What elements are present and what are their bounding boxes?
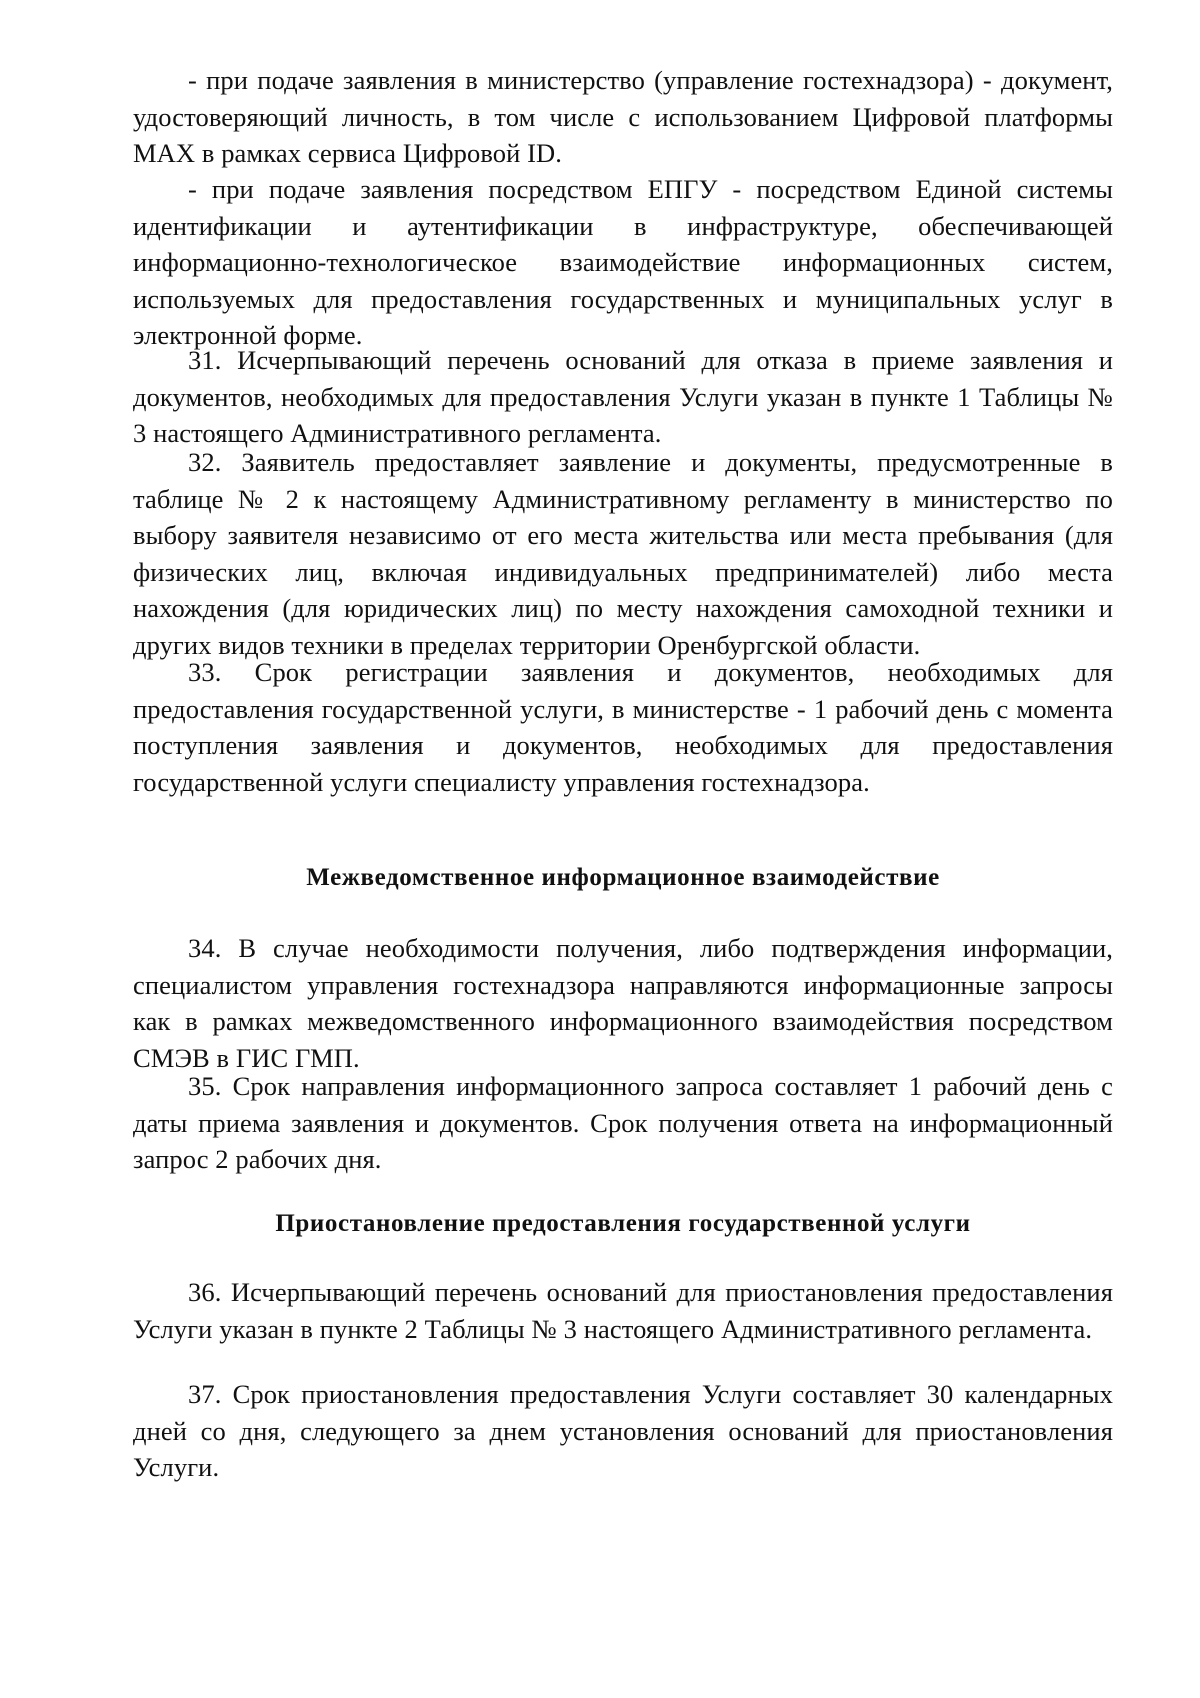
heading-interagency: Межведомственное информационное взаимодействие: [306, 864, 940, 891]
paragraph-31: 31. Исчерпывающий перечень оснований для отказа в приеме заявления и документов, необходимых для предоставления Услуги указан в пункте 1 Таблицы № 3 настоящего Административного регламента.: [133, 345, 1113, 448]
paragraph-identity-ministry: - при подаче заявления в министерство (управление гостехнадзора) - документ, удостоверяющий личность, в том числе с использованием Цифровой платформы МАХ в рамках сервиса Цифровой ID.: [133, 65, 1113, 168]
paragraph-34: 34. В случае необходимости получения, либо подтверждения информации, специалистом управления гостехнадзора направляются информационные запросы как в рамках межведомственного информационного взаимодействия посредством СМЭВ в ГИС ГМП.: [133, 933, 1113, 1073]
paragraph-37: 37. Срок приостановления предоставления Услуги составляет 30 календарных дней со дня, следующего за днем установления оснований для приостановления Услуги.: [133, 1379, 1113, 1482]
paragraph-35: 35. Срок направления информационного запроса составляет 1 рабочий день с даты приема заявления и документов. Срок получения ответа на информационный запрос 2 рабочих дня.: [133, 1071, 1113, 1174]
paragraph-36: 36. Исчерпывающий перечень оснований для приостановления предоставления Услуги указан в пункте 2 Таблицы № 3 настоящего Административного регламента.: [133, 1277, 1113, 1344]
paragraph-32: 32. Заявитель предоставляет заявление и документы, предусмотренные в таблице № 2 к настоящему Административному регламенту в министерство по выбору заявителя независимо от его места жительства или места пребывания (для физических лиц, включая индивидуальных предпринимателей) либо места нахождения (для юридических лиц) по месту нахождения самоходной техники и других видов техники в пределах территории Оренбургской области.: [133, 447, 1113, 660]
heading-suspension: Приостановление предоставления государственной услуги: [275, 1210, 971, 1237]
paragraph-33: 33. Срок регистрации заявления и документов, необходимых для предоставления государственной услуги, в министерстве - 1 рабочий день с момента поступления заявления и документов, необходимых для предоставления государственной услуги специалисту управления гостехнадзора.: [133, 657, 1113, 797]
paragraph-identity-epgu: - при подаче заявления посредством ЕПГУ - посредством Единой системы идентификации и аутентификации в инфраструктуре, обеспечивающей информационно-технологическое взаимодействие информационных систем, используемых для предоставления государственных и муниципальных услуг в электронной форме.: [133, 174, 1113, 350]
